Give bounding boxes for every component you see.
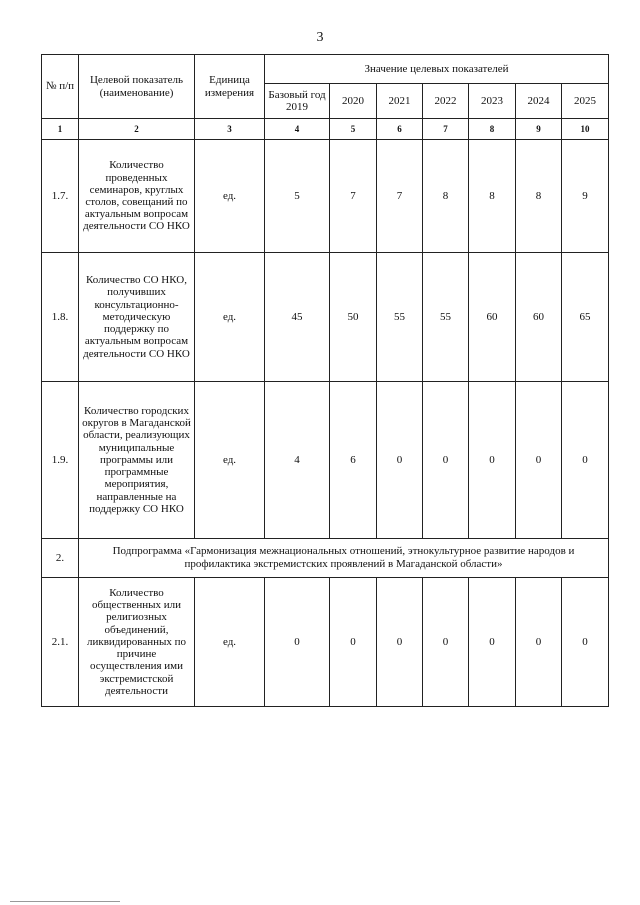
table-row	[42, 140, 609, 253]
row-value: 55	[423, 253, 469, 382]
row-num: 1.9.	[42, 382, 79, 539]
row-value: 0	[469, 578, 516, 707]
column-number: 2	[79, 119, 195, 140]
header-unit: Единица измерения	[195, 55, 265, 119]
subprogram-title: Подпрограмма «Гармонизация межнациональных отношений, этнокультурное развитие народов и профилактика экстремистских проявлений в Магаданской области»	[79, 539, 609, 578]
header-year: Базовый год 2019	[265, 84, 330, 119]
row-value: 50	[330, 253, 377, 382]
row-value: 0	[469, 382, 516, 539]
subprogram-num: 2.	[42, 539, 79, 578]
row-value: 55	[377, 253, 423, 382]
row-value: 60	[469, 253, 516, 382]
header-year: 2022	[423, 84, 469, 119]
row-value: 0	[423, 578, 469, 707]
row-value: 0	[516, 382, 562, 539]
subprogram-row	[42, 539, 609, 578]
row-unit: ед.	[195, 382, 265, 539]
footer-rule	[10, 901, 120, 902]
column-number: 10	[562, 119, 609, 140]
row-value: 0	[330, 578, 377, 707]
header-year: 2020	[330, 84, 377, 119]
row-num: 1.7.	[42, 140, 79, 253]
row-indicator-name: Количество городских округов в Магаданской области, реализующих муниципальные программы или программные мероприятия, направленные на поддержку СО НКО	[79, 382, 195, 539]
row-value: 0	[562, 578, 609, 707]
row-value: 0	[516, 578, 562, 707]
row-value: 8	[469, 140, 516, 253]
header-indicator: Целевой показатель (наименование)	[79, 55, 195, 119]
row-value: 5	[265, 140, 330, 253]
column-number: 3	[195, 119, 265, 140]
row-value: 8	[423, 140, 469, 253]
header-year: 2024	[516, 84, 562, 119]
row-value: 7	[377, 140, 423, 253]
column-number: 7	[423, 119, 469, 140]
row-value: 6	[330, 382, 377, 539]
row-value: 0	[562, 382, 609, 539]
row-unit: ед.	[195, 578, 265, 707]
row-unit: ед.	[195, 140, 265, 253]
table-row	[42, 382, 609, 539]
row-num: 1.8.	[42, 253, 79, 382]
row-value: 60	[516, 253, 562, 382]
row-value: 0	[377, 382, 423, 539]
header-year: 2021	[377, 84, 423, 119]
table-row	[42, 253, 609, 382]
row-indicator-name: Количество проведенных семинаров, круглых столов, совещаний по актуальным вопросам деятельности СО НКО	[79, 140, 195, 253]
row-num: 2.1.	[42, 578, 79, 707]
header-year: 2025	[562, 84, 609, 119]
row-value: 8	[516, 140, 562, 253]
header-year: 2023	[469, 84, 516, 119]
page-number: 3	[316, 30, 324, 45]
row-unit: ед.	[195, 253, 265, 382]
row-value: 45	[265, 253, 330, 382]
row-value: 4	[265, 382, 330, 539]
row-value: 7	[330, 140, 377, 253]
row-value: 9	[562, 140, 609, 253]
row-value: 0	[377, 578, 423, 707]
row-value: 0	[265, 578, 330, 707]
row-value: 65	[562, 253, 609, 382]
column-number: 6	[377, 119, 423, 140]
row-indicator-name: Количество СО НКО, получивших консультационно-методическую поддержку по актуальным вопросам деятельности СО НКО	[79, 253, 195, 382]
target-indicators-table	[41, 54, 609, 707]
column-number: 4	[265, 119, 330, 140]
column-number: 8	[469, 119, 516, 140]
row-indicator-name: Количество общественных или религиозных объединений, ликвидированных по причине осуществления ими экстремистской деятельности	[79, 578, 195, 707]
row-value: 0	[423, 382, 469, 539]
column-number: 1	[42, 119, 79, 140]
header-values-group: Значение целевых показателей	[265, 55, 609, 84]
column-number: 5	[330, 119, 377, 140]
table-row	[42, 578, 609, 707]
header-num: № п/п	[42, 55, 79, 119]
column-number: 9	[516, 119, 562, 140]
